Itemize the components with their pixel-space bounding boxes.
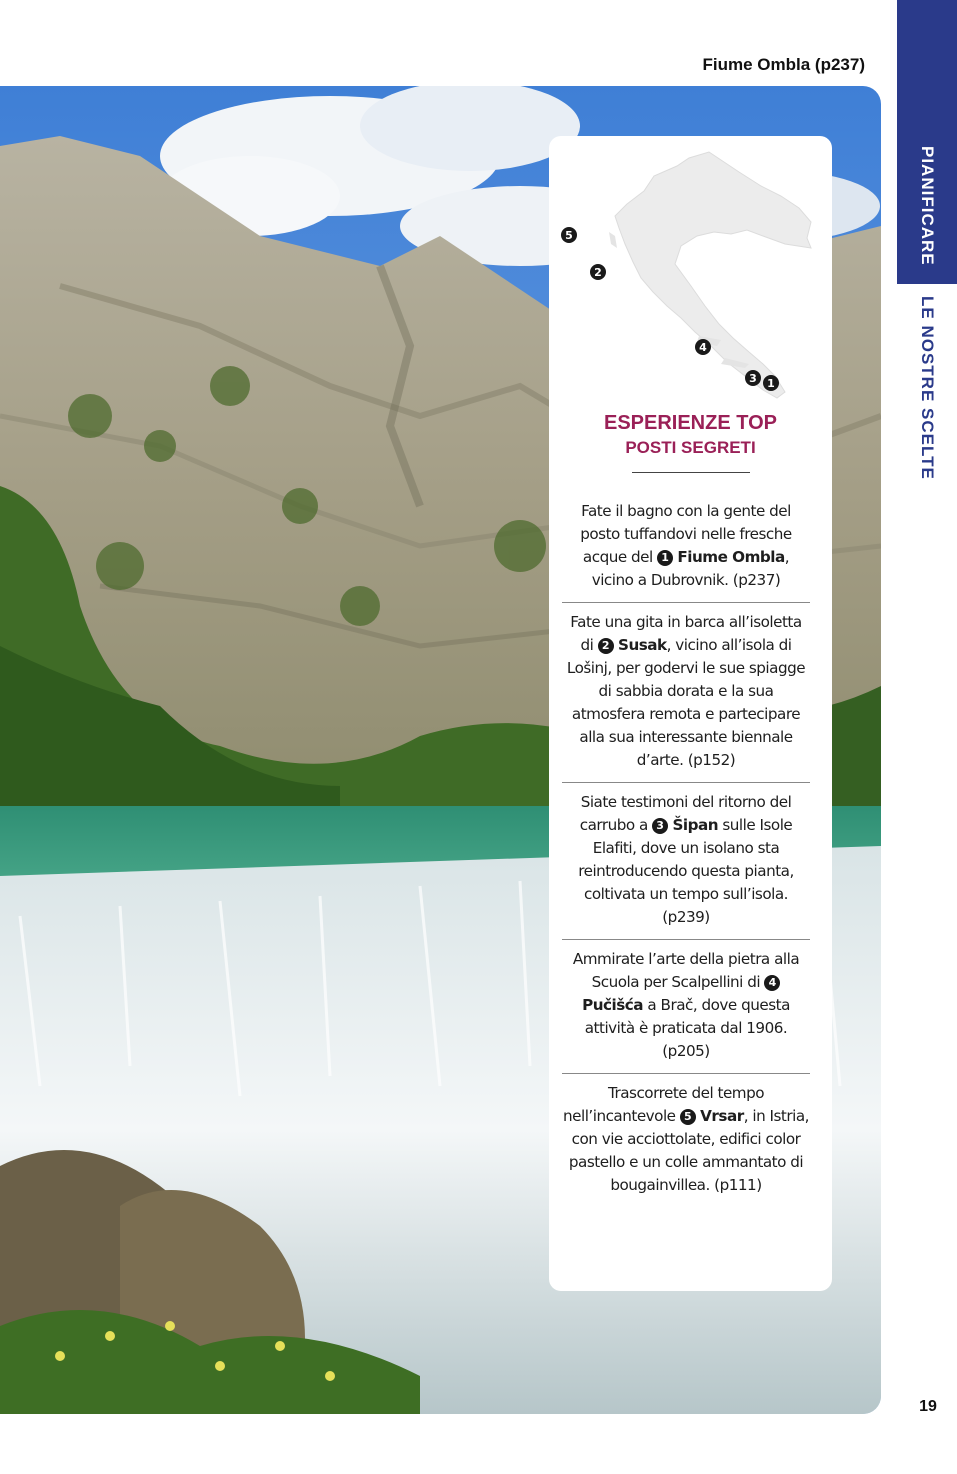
number-badge: 1 xyxy=(657,550,673,566)
highlights-card xyxy=(549,136,832,1291)
section-tab-label: PIANIFICARE xyxy=(918,146,937,266)
map-marker-4 xyxy=(695,339,711,355)
number-badge: 3 xyxy=(652,818,668,834)
svg-text:1: 1 xyxy=(767,377,775,390)
heading-divider xyxy=(632,472,750,473)
highlight-entry-pucisca: Ammirate l’arte della pietra alla Scuola per Scalpellini di 4 Pučišća a Brač, dove questa attività è praticata dal 1906. (p205) xyxy=(562,939,810,1073)
section-tab xyxy=(897,0,957,284)
highlight-entry-fiume-ombla: Fate il bagno con la gente del posto tuffandovi nelle fresche acque del 1 Fiume Ombla, vicino a Dubrovnik. (p237) xyxy=(580,502,792,589)
card-heading xyxy=(549,410,832,473)
card-title: ESPERIENZE TOP xyxy=(603,412,777,434)
card-subtitle: POSTI SEGRETI xyxy=(625,438,756,457)
place-name: Šipan xyxy=(672,816,719,834)
highlight-entry-sipan: Siate testimoni del ritorno del carrubo a 3 Šipan sulle Isole Elafiti, dove un isolano sta reintroducendo questa pianta, coltivata un tempo sull’isola. (p239) xyxy=(562,782,810,939)
photo-caption: Fiume Ombla (p237) xyxy=(702,55,865,74)
place-name: Susak xyxy=(618,636,667,654)
number-badge: 5 xyxy=(680,1109,696,1125)
subsection-label-container xyxy=(897,296,957,480)
svg-text:3: 3 xyxy=(749,372,757,385)
subsection-label: LE NOSTRE SCELTE xyxy=(918,296,937,480)
page-number: 19 xyxy=(919,1398,937,1415)
highlight-entry-susak: Fate una gita in barca all’isoletta di 2 Susak, vicino all’isola di Lošinj, per godervi le sue spiagge di sabbia dorata e la sua atmosfera remota e partecipare alla sua interessante biennale d’arte. (p152) xyxy=(562,602,810,782)
map-marker-2 xyxy=(590,264,606,280)
place-name: Pučišća xyxy=(582,996,644,1014)
svg-text:4: 4 xyxy=(699,341,707,354)
map-marker-5 xyxy=(561,227,577,243)
svg-text:5: 5 xyxy=(565,229,573,242)
svg-text:2: 2 xyxy=(594,266,602,279)
number-badge: 4 xyxy=(764,975,780,991)
number-badge: 2 xyxy=(598,638,614,654)
place-name: Fiume Ombla xyxy=(677,548,785,566)
croatia-map xyxy=(549,136,832,411)
highlight-list xyxy=(562,492,810,1207)
place-name: Vrsar xyxy=(700,1107,744,1125)
map-marker-3 xyxy=(745,370,761,386)
map-marker-1 xyxy=(763,375,779,391)
highlight-entry-vrsar: Trascorrete del tempo nell’incantevole 5 Vrsar, in Istria, con vie acciottolate, edifici color pastello e un colle ammantato di bougainvillea. (p111) xyxy=(562,1073,810,1207)
